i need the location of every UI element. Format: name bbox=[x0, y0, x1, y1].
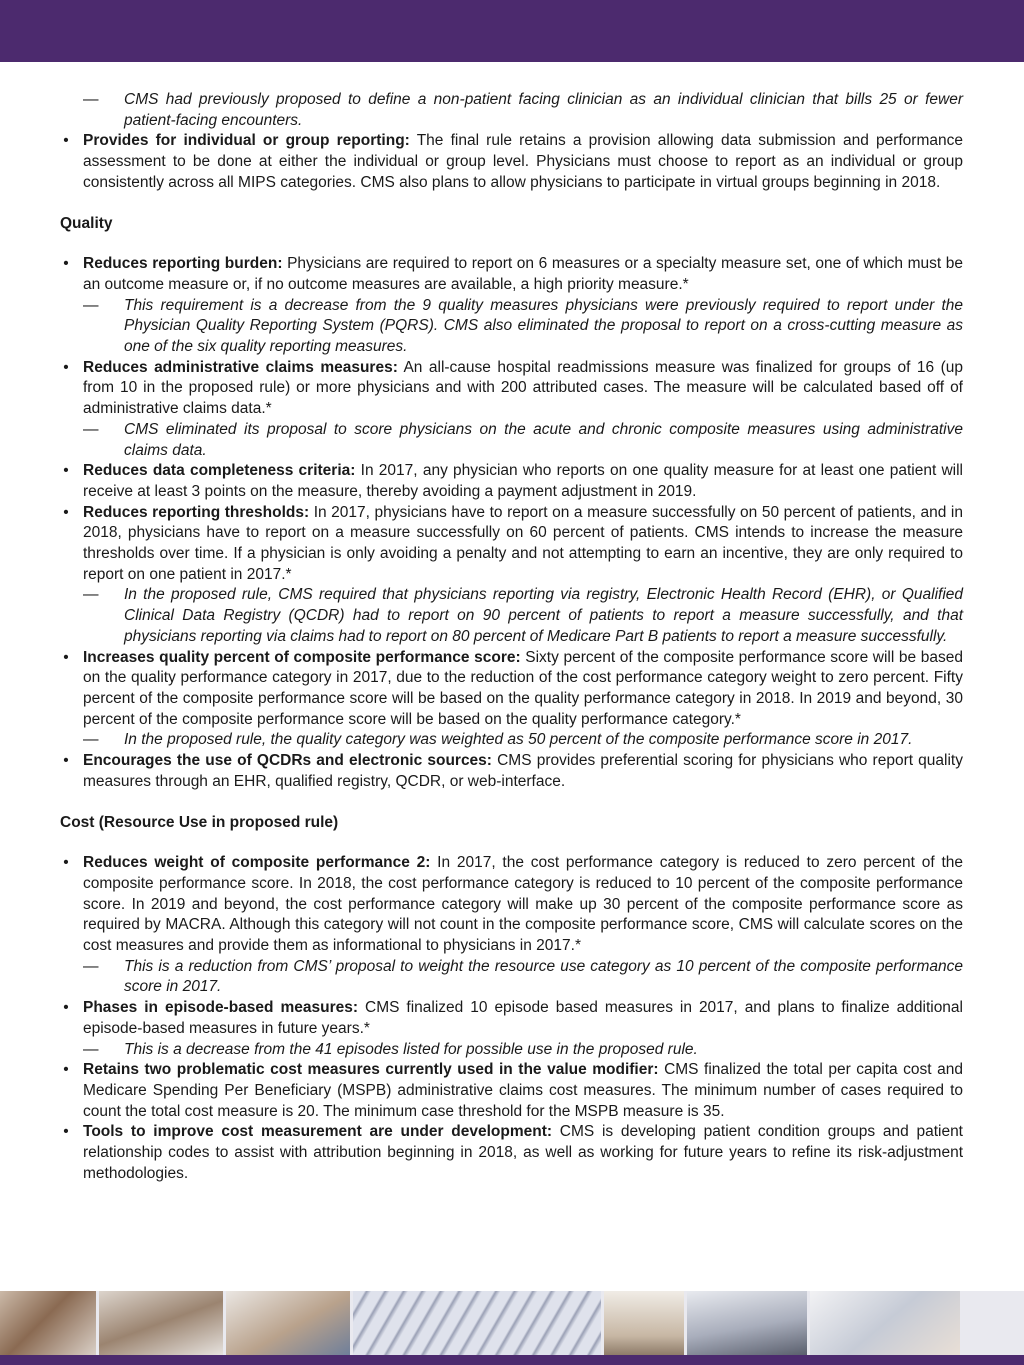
bullet-lead: Reduces reporting burden: bbox=[83, 255, 283, 273]
dash-marker: — bbox=[83, 296, 99, 314]
bullet-lead: Reduces weight of composite performance 2: bbox=[83, 854, 431, 872]
header-band bbox=[0, 0, 1024, 62]
sub-point bbox=[60, 957, 963, 998]
bullet-item bbox=[60, 254, 963, 295]
bullet-item bbox=[60, 853, 963, 957]
bullet-lead: Tools to improve cost measurement are under development: bbox=[83, 1123, 553, 1141]
sub-point-text: This is a reduction from CMS’ proposal to weight the resource use category as 10 percent of the composite performance score in 2017. bbox=[124, 957, 963, 996]
bullet-marker: • bbox=[63, 854, 69, 872]
photo-strip bbox=[0, 1291, 1024, 1355]
sub-point bbox=[60, 1040, 963, 1061]
photo-clinic-room bbox=[604, 1291, 684, 1355]
bullet-text: In 2017, physicians have to report on a measure successfully on 50 percent of patients, and in 2018, physicians have to report on a measure successfully on 60 percent of patients. CMS intends to increase the measure thresholds over time. If a physician is only avoiding a penalty and not attempting to earn an incentive, they are only required to report on one patient in 2017.* bbox=[83, 503, 963, 583]
bullet-marker: • bbox=[63, 462, 69, 480]
bullet-lead: Encourages the use of QCDRs and electronic sources: bbox=[83, 752, 492, 770]
bullet-item bbox=[60, 503, 963, 586]
bullet-item bbox=[60, 751, 963, 792]
bullet-item bbox=[60, 998, 963, 1039]
dash-marker: — bbox=[83, 586, 99, 604]
sub-point-text: This is a decrease from the 41 episodes listed for possible use in the proposed rule. bbox=[124, 1040, 698, 1058]
sub-point bbox=[60, 730, 963, 751]
bullet-lead: Reduces administrative claims measures: bbox=[83, 358, 398, 376]
bullet-lead: Phases in episode-based measures: bbox=[83, 999, 359, 1017]
bullet-item bbox=[60, 1122, 963, 1184]
bullet-item bbox=[60, 131, 963, 193]
bullet-marker: • bbox=[63, 1123, 69, 1141]
document-body bbox=[60, 90, 963, 1184]
dash-marker: — bbox=[83, 1040, 99, 1058]
bullet-text: Physicians are required to report on 6 measures or a specialty measure set, one of which must be an outcome measure or, if no outcome measures are available, a high priority measure.* bbox=[83, 255, 963, 293]
dash-marker: — bbox=[83, 957, 99, 975]
bullet-marker: • bbox=[63, 1061, 69, 1079]
bullet-text: CMS finalized 10 episode based measures in 2017, and plans to finalize additional episode-based measures in future years.* bbox=[83, 999, 963, 1037]
bullet-lead: Reduces data completeness criteria: bbox=[83, 462, 356, 480]
bullet-text: An all-cause hospital readmissions measure was finalized for groups of 16 (up from 10 in the proposed rule) or more physicians and with 200 attributed cases. The measure will be calculated based off of administrative claims data.* bbox=[83, 358, 963, 418]
dash-marker: — bbox=[83, 420, 99, 438]
sub-point bbox=[60, 420, 963, 461]
dash-marker: — bbox=[83, 731, 99, 749]
photo-smiling-woman bbox=[0, 1291, 96, 1355]
section-heading-quality: Quality bbox=[60, 214, 113, 232]
bullet-lead: Increases quality percent of composite performance score: bbox=[83, 648, 521, 666]
dash-marker: — bbox=[83, 91, 99, 108]
bullet-marker: • bbox=[63, 255, 69, 273]
bullet-text: CMS provides preferential scoring for physicians who report quality measures through an EHR, qualified registry, QCDR, or web-interface. bbox=[83, 752, 963, 790]
photo-laptop-hands bbox=[687, 1291, 807, 1355]
bullet-marker: • bbox=[63, 648, 69, 666]
bullet-item bbox=[60, 1060, 963, 1122]
photo-doctor-with-patient bbox=[226, 1291, 350, 1355]
bullet-item bbox=[60, 461, 963, 502]
bullet-lead: Provides for individual or group reporting: bbox=[83, 132, 410, 150]
sub-point bbox=[60, 585, 963, 647]
bullet-lead: Retains two problematic cost measures currently used in the value modifier: bbox=[83, 1061, 659, 1079]
bullet-text: In 2017, any physician who reports on one quality measure for at least one patient will receive at least 3 points on the measure, thereby avoiding a payment adjustment in 2019. bbox=[83, 462, 964, 500]
section-heading-cost: Cost (Resource Use in proposed rule) bbox=[60, 813, 339, 831]
photo-dna-helix bbox=[353, 1291, 601, 1355]
sub-point-text: CMS eliminated its proposal to score physicians on the acute and chronic composite measures using administrative claims data. bbox=[124, 420, 963, 459]
sub-point-text: CMS had previously proposed to define a non-patient facing clinician as an individual clinician that bills 25 or fewer patient-facing encounters. bbox=[124, 91, 963, 129]
bullet-text: The final rule retains a provision allowing data submission and performance assessment to be done at either the individual or group level. Physicians must choose to report as an individual or group consistently across all MIPS categories. CMS also plans to allow physicians to participate in virtual groups beginning in 2018. bbox=[83, 132, 963, 191]
bullet-marker: • bbox=[63, 752, 69, 770]
bullet-text: CMS finalized the total per capita cost and Medicare Spending Per Beneficiary (MSPB) administrative claims cost measures. The minimum number of cases required to count the total cost measure is 20. The minimum case threshold for the MSPB measure is 35. bbox=[83, 1061, 963, 1120]
sub-point-text: In the proposed rule, the quality category was weighted as 50 percent of the composite performance score in 2017. bbox=[124, 731, 913, 749]
photo-doctors-reviewing bbox=[810, 1291, 960, 1355]
sub-point bbox=[60, 90, 963, 131]
sub-point-text: This requirement is a decrease from the 9 quality measures physicians were previously required to report under the Physician Quality Reporting System (PQRS). CMS also eliminated the proposal to report on a cross-cutting measure as one of the six quality reporting measures. bbox=[124, 296, 963, 356]
footer-band bbox=[0, 1355, 1024, 1365]
sub-point bbox=[60, 296, 963, 358]
bullet-item bbox=[60, 358, 963, 420]
bullet-marker: • bbox=[63, 503, 69, 521]
bullet-marker: • bbox=[63, 358, 69, 376]
sub-point-text: In the proposed rule, CMS required that physicians reporting via registry, Electronic Health Record (EHR), or Qualified Clinical Data Registry (QCDR) had to report on 90 percent of patients to report a measure successfully, and that physicians reporting via claims had to report on 80 percent of Medicare Part B patients to report a measure successfully. bbox=[124, 586, 963, 645]
bullet-marker: • bbox=[63, 999, 69, 1017]
bullet-marker: • bbox=[63, 132, 69, 150]
bullet-text: In 2017, the cost performance category is reduced to zero percent of the composite performance score. In 2018, the cost performance category is reduced to 10 percent of the composite performance score. In 2019 and beyond, the cost performance category will make up 30 percent of the composite performance score as required by MACRA. Although this category will not count in the composite performance score, CMS will calculate scores on the cost measures and provide them as informational to physicians in 2017.* bbox=[83, 854, 963, 955]
bullet-item bbox=[60, 648, 963, 731]
bullet-text: Sixty percent of the composite performance score will be based on the quality performance category in 2017, due to the reduction of the cost performance category weight to zero percent. Fifty percent of the composite performance score will be based on the quality performance category in 2018. In 2019 and beyond, 30 percent of the composite performance score will be based on the quality performance category.* bbox=[83, 648, 963, 728]
bullet-text: CMS is developing patient condition groups and patient relationship codes to assist with attribution beginning in 2018, as well as working for future years to refine its risk-adjustment methodologies. bbox=[83, 1123, 963, 1182]
bullet-lead: Reduces reporting thresholds: bbox=[83, 503, 310, 521]
photo-physician-team bbox=[99, 1291, 223, 1355]
